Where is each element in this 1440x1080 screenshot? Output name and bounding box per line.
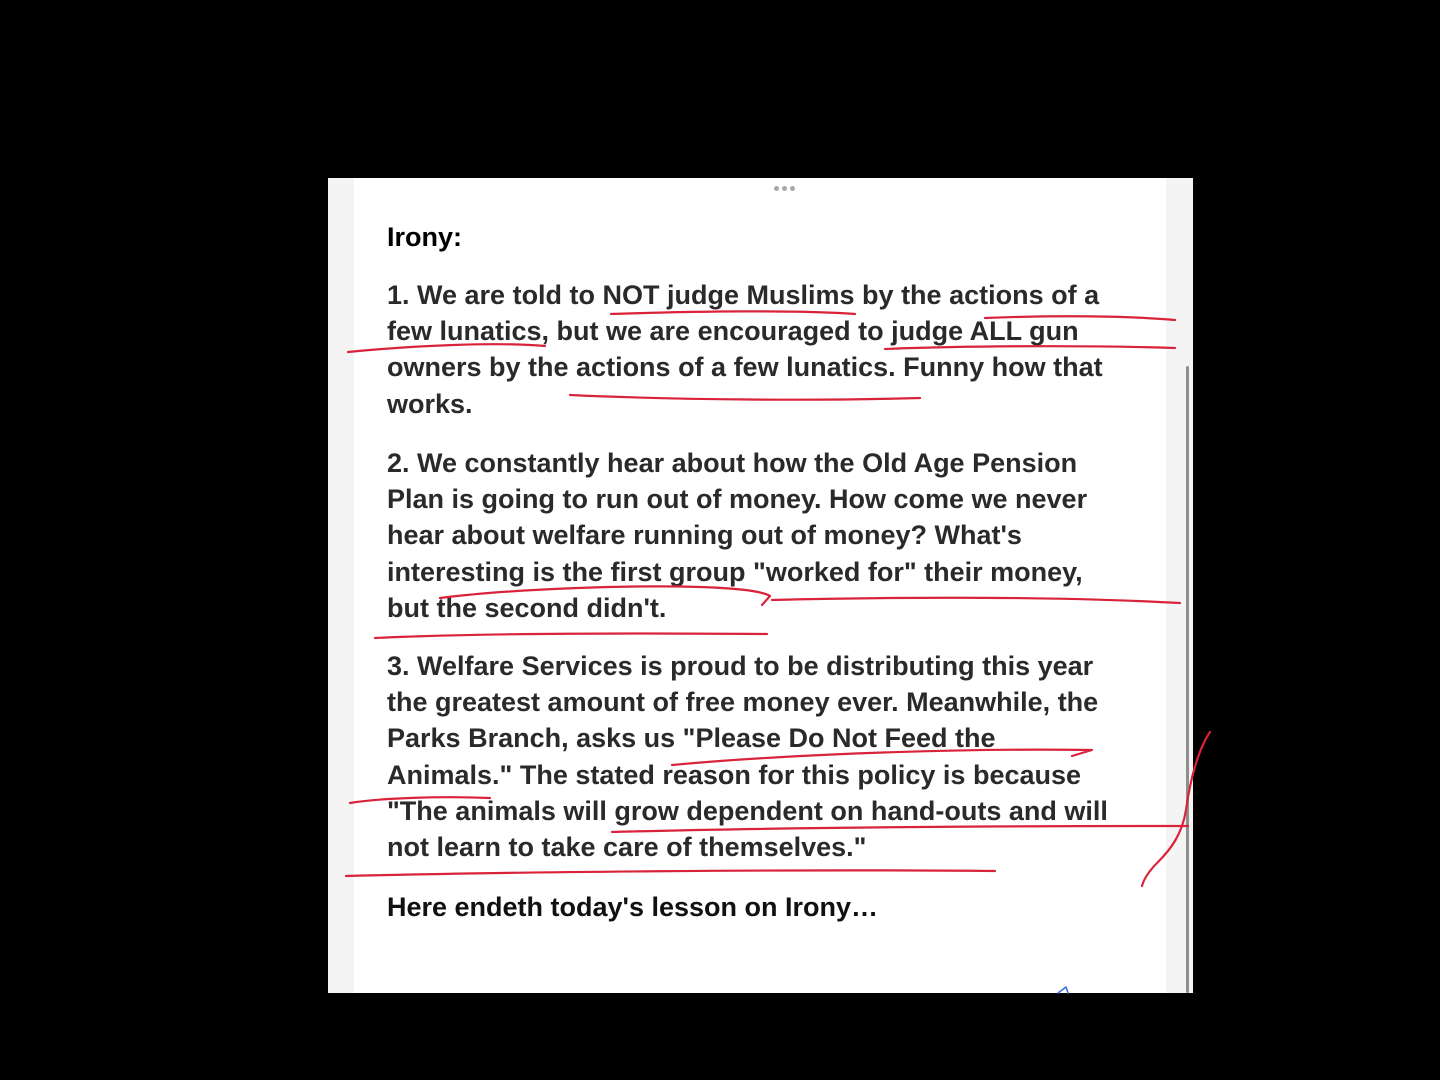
irony-point-1: 1. We are told to NOT judge Muslims by the actions of a few lunatics, but we are encouraged to judge ALL gun owners by the actions of a few lunatics. Funny how that works. bbox=[387, 280, 1103, 419]
irony-point-2: 2. We constantly hear about how the Old Age Pension Plan is going to run out of money. How come we never hear about welfare running out of money? What's interesting is the first group "worked for" their money, but the second didn't. bbox=[387, 448, 1088, 623]
closing-line: Here endeth today's lesson on Irony… bbox=[387, 892, 879, 922]
more-dots-icon[interactable] bbox=[774, 181, 795, 195]
grabber-dot bbox=[782, 186, 787, 191]
document-title: Irony: bbox=[387, 222, 463, 252]
scrollbar[interactable] bbox=[1186, 366, 1189, 993]
grabber-dot bbox=[774, 186, 779, 191]
irony-point-3: 3. Welfare Services is proud to be distributing this year the greatest amount of free money ever. Meanwhile, the Parks Branch, asks us "Please Do Not Feed the Animals." The stated reason for this policy is because "The animals will grow dependent on hand-outs and will not learn to take care of themselves." bbox=[387, 651, 1108, 863]
grabber-dot bbox=[790, 186, 795, 191]
document-viewer[interactable] bbox=[328, 178, 1193, 993]
document-page bbox=[354, 178, 1166, 993]
